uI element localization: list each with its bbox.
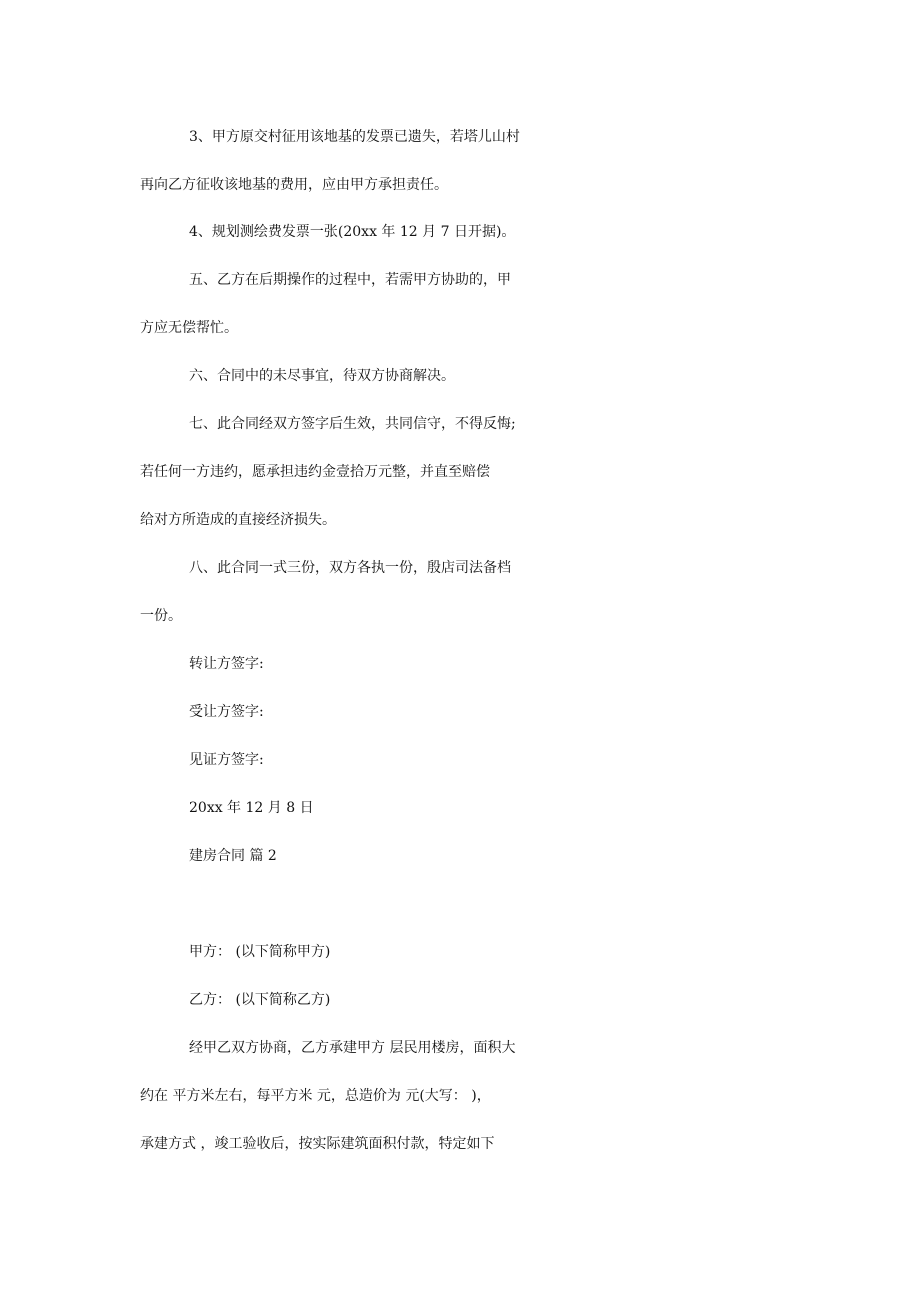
signing-date: 20xx 年 12 月 8 日 [189,800,314,816]
clause-7-line-3: 给对方所造成的直接经济损失。 [140,512,336,528]
clause-5-line-1: 五、乙方在后期操作的过程中，若需甲方协助的，甲 [189,272,511,288]
clause-6: 六、合同中的未尽事宜，待双方协商解决。 [189,368,455,384]
witness-signature: 见证方签字: [189,752,264,768]
clause-8-line-2: 一份。 [140,608,182,624]
clause-7-line-2: 若任何一方违约，愿承担违约金壹拾万元整，并直至赔偿 [140,464,490,480]
transferor-signature: 转让方签字: [189,656,264,672]
clause-3-line-1: 3、甲方原交村征用该地基的发票已遗失，若塔儿山村 [189,129,520,145]
clause-3-line-2: 再向乙方征收该地基的费用，应由甲方承担责任。 [140,177,448,193]
party-a-line: 甲方： (以下简称甲方) [189,944,331,960]
clause-5-line-2: 方应无偿帮忙。 [140,320,238,336]
section-heading: 建房合同 篇 2 [189,848,277,864]
agreement-line-1: 经甲乙双方协商，乙方承建甲方 层民用楼房，面积大 [189,1040,516,1056]
clause-7-line-1: 七、此合同经双方签字后生效，共同信守，不得反悔; [189,416,516,432]
agreement-line-3: 承建方式 ，竣工验收后，按实际建筑面积付款，特定如下 [140,1136,495,1152]
clause-8-line-1: 八、此合同一式三份，双方各执一份，殷店司法备档 [189,560,511,576]
party-b-line: 乙方： (以下简称乙方) [189,992,331,1008]
agreement-line-2: 约在 平方米左右，每平方米 元，总造价为 元(大写： )， [140,1088,491,1104]
transferee-signature: 受让方签字: [189,704,264,720]
clause-4: 4、规划测绘费发票一张(20xx 年 12 月 7 日开据)。 [189,224,516,240]
